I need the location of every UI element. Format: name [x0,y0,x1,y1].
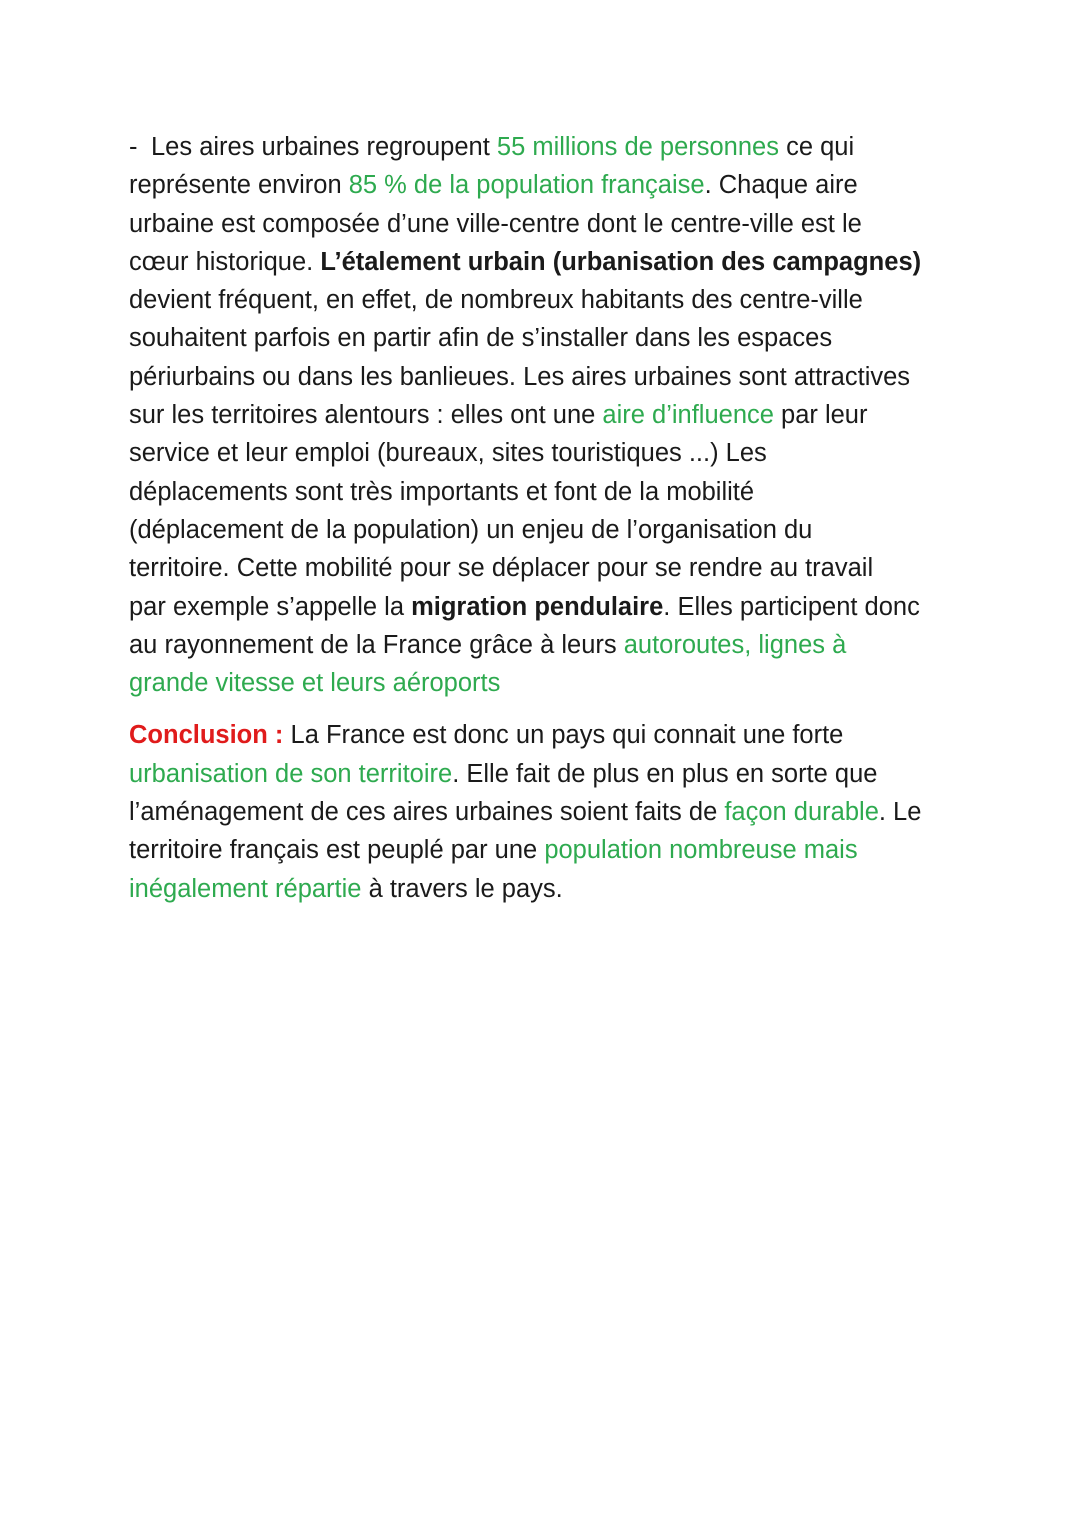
bold-term: L’étalement urbain (urbanisation des campagnes) [320,247,922,276]
text-run: par exemple s’appelle la [129,592,412,621]
text-line [129,626,959,664]
text-line [129,716,959,754]
text-run: . Elles participent donc [663,592,920,621]
text-line [129,128,959,166]
document-body [129,128,959,908]
text-line [129,396,959,434]
text-run: (déplacement de la population) un enjeu de l’organisation du [129,515,813,544]
highlight-green: population nombreuse mais [544,836,858,865]
text-run: représente environ [129,171,349,200]
text-run: cœur historique. [129,247,321,276]
text-run: La France est donc un pays qui connait une forte [283,721,844,750]
text-line [129,549,959,587]
highlight-green: façon durable [724,798,879,827]
text-run: urbaine est composée d’une ville-centre dont le centre-ville est le [129,209,862,238]
text-run: . Chaque aire [704,171,858,200]
text-line [129,319,959,357]
text-line [129,473,959,511]
paragraph-urban-areas [129,128,959,702]
text-run: Les aires urbaines regroupent [151,133,497,161]
highlight-green: aire d’influence [602,401,774,430]
text-run: par leur [773,401,868,430]
paragraph-conclusion [129,716,959,907]
bold-term: migration pendulaire [411,592,664,621]
text-run: souhaitent parfois en partir afin de s’installer dans les espaces [129,324,833,353]
text-run: . Elle fait de plus en plus en sorte que [452,759,878,788]
text-line [129,664,959,702]
highlight-green: autoroutes, lignes à [623,630,847,659]
text-line [129,831,959,869]
text-run: déplacements sont très importants et font de la mobilité [129,477,755,506]
conclusion-label: Conclusion : [129,721,284,750]
text-line [129,243,959,281]
text-run: territoire. Cette mobilité pour se déplacer pour se rendre au travail [129,554,874,583]
highlight-green: grande vitesse et leurs aéroports [129,669,501,698]
text-line [129,281,959,319]
text-run: . Le [878,798,922,827]
highlight-green: inégalement répartie [129,874,362,903]
text-line [129,434,959,472]
highlight-green: 85 % de la population française [348,171,705,200]
text-run: au rayonnement de la France grâce à leurs [129,630,624,659]
text-run: territoire français est peuplé par une [129,836,545,865]
text-line [129,588,959,626]
highlight-green: 55 millions de personnes [496,133,779,161]
text-run: ce qui [778,133,855,161]
text-run: à travers le pays. [361,874,563,903]
text-line [129,205,959,243]
text-run: sur les territoires alentours : elles ont une [129,401,603,430]
text-line [129,870,959,908]
text-run: service et leur emploi (bureaux, sites touristiques ...) Les [129,439,767,468]
text-line [129,166,959,204]
text-line [129,755,959,793]
text-line [129,793,959,831]
bullet-dash: - [129,133,138,161]
text-run: l’aménagement de ces aires urbaines soient faits de [129,798,725,827]
text-line [129,511,959,549]
text-run: périurbains ou dans les banlieues. Les aires urbaines sont attractives [129,362,911,391]
text-run: devient fréquent, en effet, de nombreux habitants des centre-ville [129,286,863,315]
text-line [129,358,959,396]
highlight-green: urbanisation de son territoire [129,759,453,788]
